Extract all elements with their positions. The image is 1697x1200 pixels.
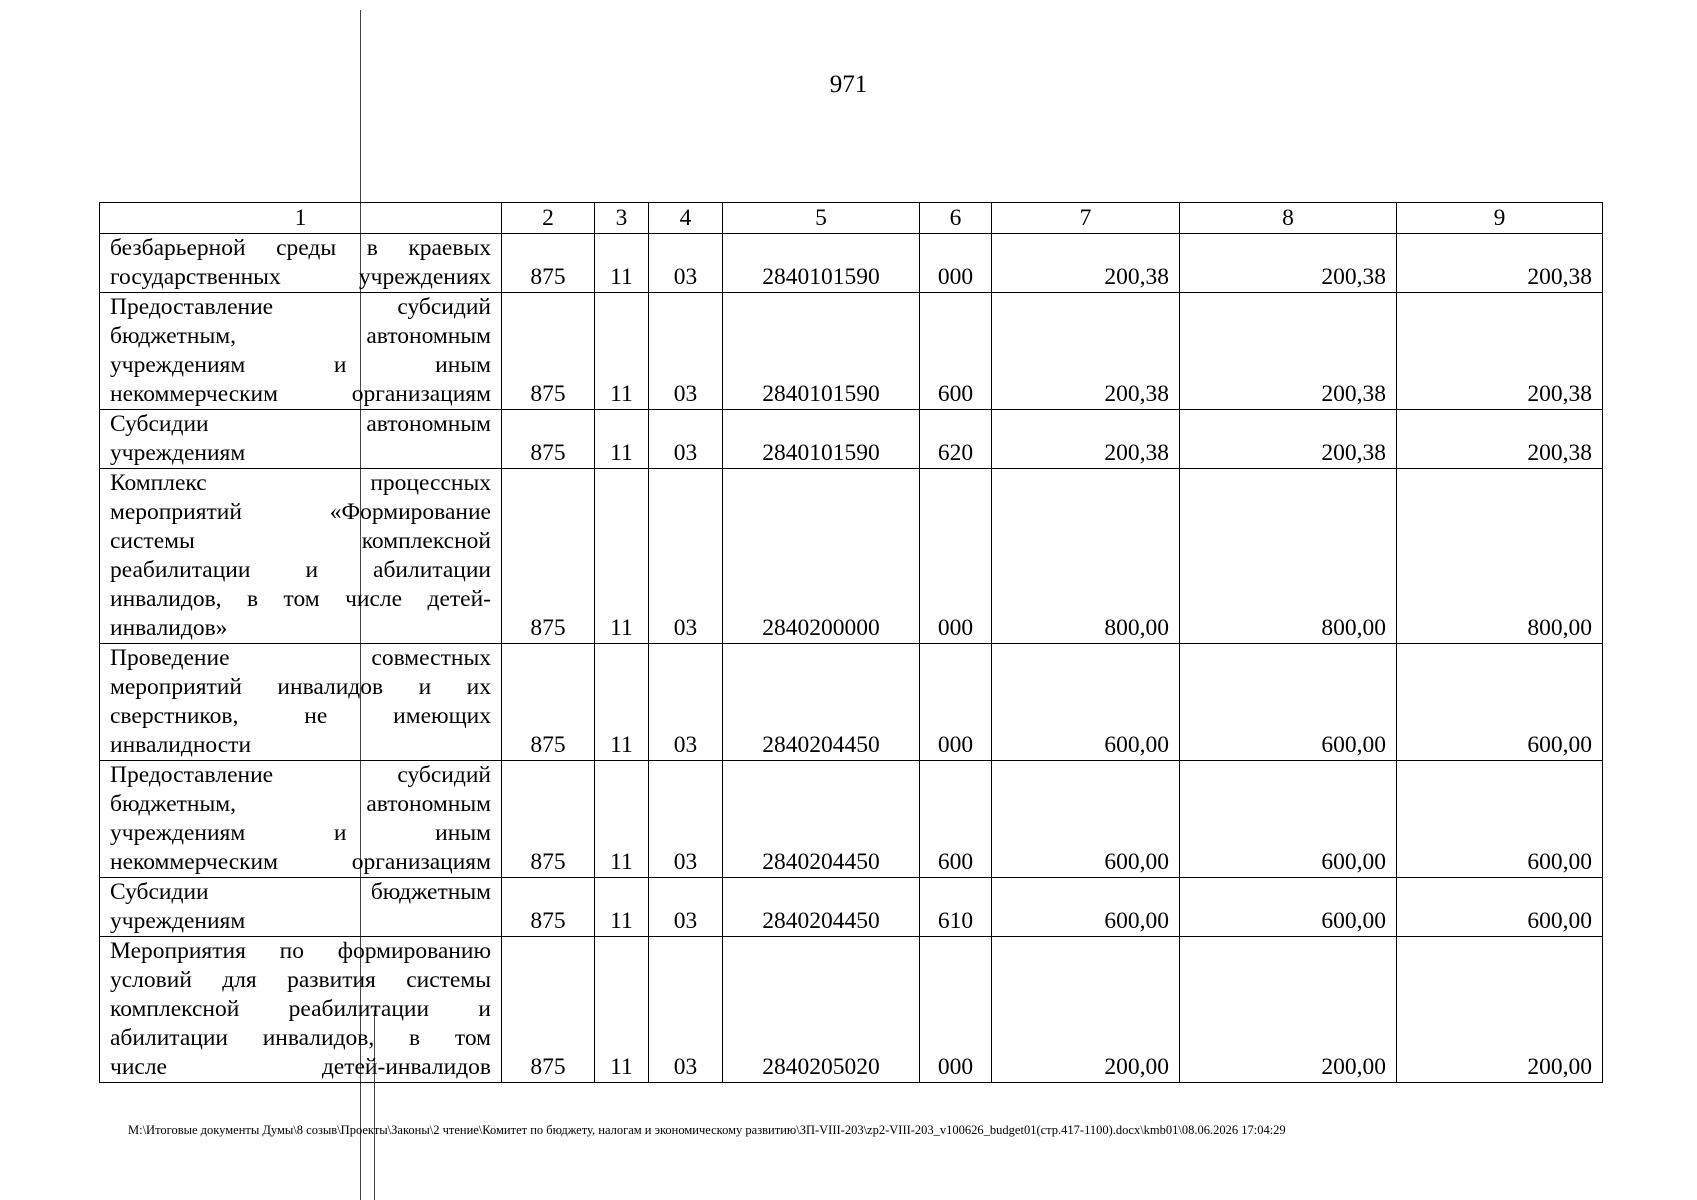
- row-description: [100, 293, 502, 410]
- table-row: [100, 761, 1603, 878]
- table-row: [100, 937, 1603, 1083]
- col-header-1: 1: [100, 203, 502, 234]
- desc-line: учреждениям: [110, 440, 246, 466]
- cell-section: 11: [595, 878, 649, 937]
- cell-expense-type: 000: [920, 469, 992, 644]
- cell-subsection: 03: [649, 761, 723, 878]
- header-row: [100, 203, 1603, 234]
- cell-expense-type: 000: [920, 644, 992, 761]
- cell-amount-1: 800,00: [992, 469, 1180, 644]
- cell-ministry: 875: [502, 469, 595, 644]
- cell-amount-2: 200,38: [1180, 293, 1397, 410]
- cell-section: 11: [595, 293, 649, 410]
- desc-line: инвалидности: [110, 732, 252, 758]
- desc-line: Субсидии бюджетным: [110, 879, 491, 905]
- desc-line: учреждениям и иным: [110, 352, 491, 378]
- col-header-6: 6: [920, 203, 992, 234]
- cell-amount-3: 200,00: [1397, 937, 1603, 1083]
- cell-subsection: 03: [649, 878, 723, 937]
- desc-line: бюджетным, автономным: [110, 791, 491, 817]
- footer-file-path: M:\Итоговые документы Думы\8 созыв\Проекты\Законы\2 чтение\Комитет по бюджету, налогам и экономическому развитию\ЗП-VIII-203\zp2-VIII-203_v100626_budget01(стр.417-1100).docx\kmb01\08.06.2026 17:04:29: [128, 1123, 1286, 1137]
- table-row: [100, 293, 1603, 410]
- cell-target-code: 2840205020: [723, 937, 920, 1083]
- cell-section: 11: [595, 761, 649, 878]
- cell-amount-2: 600,00: [1180, 878, 1397, 937]
- row-description: [100, 469, 502, 644]
- cell-subsection: 03: [649, 644, 723, 761]
- table-row: [100, 469, 1603, 644]
- cell-amount-2: 600,00: [1180, 761, 1397, 878]
- table-row: [100, 234, 1603, 293]
- cell-target-code: 2840101590: [723, 234, 920, 293]
- cell-amount-3: 200,38: [1397, 410, 1603, 469]
- desc-line: некоммерческим организациям: [110, 381, 491, 407]
- desc-line: системы комплексной: [110, 528, 491, 554]
- row-description: [100, 761, 502, 878]
- cell-amount-3: 200,38: [1397, 293, 1603, 410]
- cell-section: 11: [595, 937, 649, 1083]
- col-header-7: 7: [992, 203, 1180, 234]
- desc-line: абилитации инвалидов, в том: [110, 1025, 491, 1051]
- cell-ministry: 875: [502, 644, 595, 761]
- cell-expense-type: 000: [920, 937, 992, 1083]
- cell-subsection: 03: [649, 410, 723, 469]
- table-row: [100, 410, 1603, 469]
- cell-target-code: 2840204450: [723, 761, 920, 878]
- desc-line: реабилитации и абилитации: [110, 557, 491, 583]
- cell-ministry: 875: [502, 937, 595, 1083]
- cell-amount-3: 600,00: [1397, 761, 1603, 878]
- desc-line: Предоставление субсидий: [110, 294, 491, 320]
- cell-amount-3: 600,00: [1397, 878, 1603, 937]
- cell-amount-3: 200,38: [1397, 234, 1603, 293]
- cell-target-code: 2840204450: [723, 878, 920, 937]
- col-header-9: 9: [1397, 203, 1603, 234]
- desc-line: учреждениям: [110, 908, 246, 934]
- table-row: [100, 644, 1603, 761]
- cell-amount-1: 200,38: [992, 293, 1180, 410]
- cell-target-code: 2840200000: [723, 469, 920, 644]
- table-row: [100, 878, 1603, 937]
- cell-amount-2: 200,38: [1180, 410, 1397, 469]
- cell-amount-3: 800,00: [1397, 469, 1603, 644]
- desc-line: сверстников, не имеющих: [110, 703, 491, 729]
- cell-amount-2: 800,00: [1180, 469, 1397, 644]
- cell-ministry: 875: [502, 293, 595, 410]
- cell-section: 11: [595, 644, 649, 761]
- desc-line: Проведение совместных: [110, 645, 491, 671]
- budget-table: [99, 202, 1603, 1083]
- desc-line: Субсидии автономным: [110, 411, 491, 437]
- cell-target-code: 2840101590: [723, 410, 920, 469]
- cell-amount-2: 200,00: [1180, 937, 1397, 1083]
- row-description: [100, 234, 502, 293]
- desc-line: мероприятий инвалидов и их: [110, 674, 491, 700]
- desc-line: мероприятий «Формирование: [110, 499, 491, 525]
- row-description: [100, 644, 502, 761]
- cell-ministry: 875: [502, 410, 595, 469]
- desc-line: некоммерческим организациям: [110, 849, 491, 875]
- cell-ministry: 875: [502, 878, 595, 937]
- cell-amount-1: 600,00: [992, 878, 1180, 937]
- cell-amount-3: 600,00: [1397, 644, 1603, 761]
- cell-section: 11: [595, 469, 649, 644]
- desc-line: инвалидов, в том числе детей-: [110, 586, 491, 612]
- desc-line: безбарьерной среды в краевых: [110, 235, 491, 261]
- row-description: [100, 937, 502, 1083]
- desc-line: комплексной реабилитации и: [110, 996, 491, 1022]
- cell-amount-1: 200,00: [992, 937, 1180, 1083]
- desc-line: Комплекс процессных: [110, 470, 491, 496]
- desc-line: бюджетным, автономным: [110, 323, 491, 349]
- page-number: 971: [829, 71, 868, 98]
- cell-amount-1: 600,00: [992, 644, 1180, 761]
- desc-line: Мероприятия по формированию: [110, 938, 491, 964]
- row-description: [100, 878, 502, 937]
- col-header-2: 2: [502, 203, 595, 234]
- desc-line: числе детей-инвалидов: [110, 1054, 491, 1080]
- cell-amount-1: 200,38: [992, 410, 1180, 469]
- desc-line: условий для развития системы: [110, 967, 491, 993]
- desc-line: учреждениям и иным: [110, 820, 491, 846]
- cell-section: 11: [595, 410, 649, 469]
- cell-target-code: 2840101590: [723, 293, 920, 410]
- desc-line: государственных учреждениях: [110, 264, 491, 290]
- cell-subsection: 03: [649, 937, 723, 1083]
- cell-ministry: 875: [502, 761, 595, 878]
- col-header-3: 3: [595, 203, 649, 234]
- cell-subsection: 03: [649, 469, 723, 644]
- row-description: [100, 410, 502, 469]
- cell-ministry: 875: [502, 234, 595, 293]
- col-header-4: 4: [649, 203, 723, 234]
- cell-amount-1: 600,00: [992, 761, 1180, 878]
- cell-target-code: 2840204450: [723, 644, 920, 761]
- col-header-5: 5: [723, 203, 920, 234]
- cell-expense-type: 600: [920, 293, 992, 410]
- cell-expense-type: 000: [920, 234, 992, 293]
- col-header-8: 8: [1180, 203, 1397, 234]
- cell-expense-type: 600: [920, 761, 992, 878]
- cell-expense-type: 610: [920, 878, 992, 937]
- desc-line: Предоставление субсидий: [110, 762, 491, 788]
- cell-expense-type: 620: [920, 410, 992, 469]
- cell-subsection: 03: [649, 293, 723, 410]
- cell-subsection: 03: [649, 234, 723, 293]
- cell-amount-2: 200,38: [1180, 234, 1397, 293]
- cell-amount-2: 600,00: [1180, 644, 1397, 761]
- desc-line: инвалидов»: [110, 615, 228, 641]
- cell-amount-1: 200,38: [992, 234, 1180, 293]
- cell-section: 11: [595, 234, 649, 293]
